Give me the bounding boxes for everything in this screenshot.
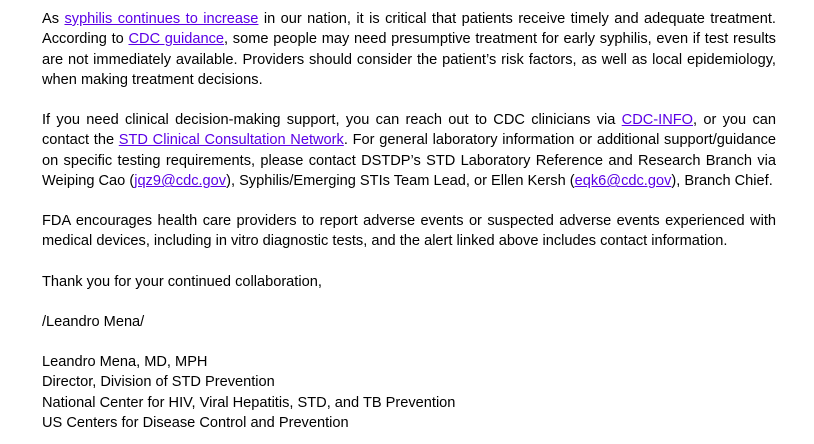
paragraph-syphilis-treatment: [42, 9, 776, 91]
text: , some people may need presumptive treatment for early syphilis, even if test results are not immediately available. Providers should consider the patient’s risk factors, as well as local epidemiology, when making treatment decisions.: [42, 31, 776, 89]
text: If you need clinical decision-making support, you can reach out to CDC clinicians via: [42, 112, 622, 128]
link-syphilis-increase[interactable]: syphilis continues to increase: [64, 11, 259, 27]
paragraph-clinical-support: [42, 110, 776, 192]
signer-title: Director, Division of STD Prevention: [42, 374, 275, 391]
signature: /Leandro Mena/: [42, 314, 145, 330]
text: ), Branch Chief.: [671, 173, 773, 190]
closing-line: Thank you for your continued collaboration,: [42, 274, 322, 290]
email-link-weiping-cao[interactable]: jqz9@cdc.gov: [134, 173, 227, 190]
link-std-clinical-consultation-network[interactable]: STD Clinical Consultation Network: [118, 132, 344, 149]
signer-agency: US Centers for Disease Control and Prevention: [42, 415, 349, 432]
signer-name: Leandro Mena, MD, MPH: [42, 354, 208, 370]
paragraph-fda-reporting: FDA encourages health care providers to report adverse events or suspected adverse events experienced with medical devices, including in vitro diagnostic tests, and the alert linked above includes contact information.: [42, 213, 776, 250]
signature-block: [42, 352, 776, 434]
link-cdc-guidance[interactable]: CDC guidance: [128, 31, 225, 48]
email-link-ellen-kersh[interactable]: eqk6@cdc.gov: [574, 173, 672, 190]
link-cdc-info[interactable]: CDC-INFO: [621, 112, 694, 128]
text: , or you can contact the: [42, 112, 776, 149]
text: As: [42, 11, 65, 27]
text: in our nation, it is critical that patients receive timely and adequate treatment. According to: [42, 11, 776, 48]
signer-center: National Center for HIV, Viral Hepatitis, STD, and TB Prevention: [42, 394, 456, 411]
text: . For general laboratory information or additional support/guidance on specific testing requirements, please contact DSTDP’s STD Laboratory Reference and Research Branch via Weiping Cao (: [42, 132, 776, 190]
text: ), Syphilis/Emerging STIs Team Lead, or Ellen Kersh (: [226, 173, 575, 190]
